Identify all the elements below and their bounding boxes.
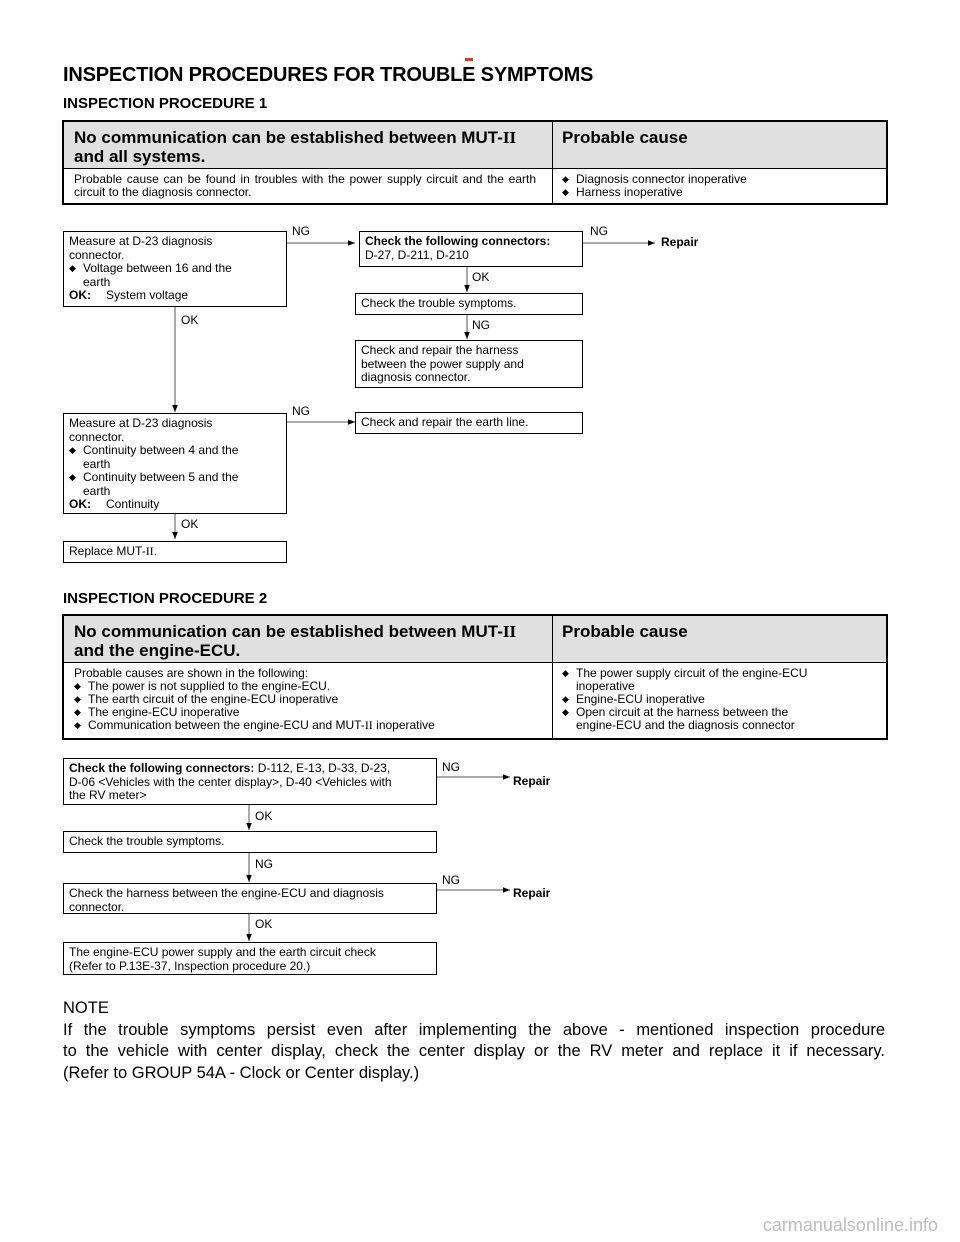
description-item: ◆ The power is not supplied to the engine-ECU.	[74, 680, 435, 693]
ok-label: OK	[472, 270, 490, 284]
description-item: ◆ The engine-ECU inoperative	[74, 706, 435, 719]
ecu-check-box: The engine-ECU power supply and the earth circuit check (Refer to P.13E-37, Inspection procedure 20.)	[63, 942, 437, 975]
ng-label: NG	[255, 857, 273, 871]
repair-earth-box: Check and repair the earth line.	[355, 412, 583, 434]
ok-label: OK	[181, 517, 199, 531]
check-symptoms-box-2: Check the trouble symptoms.	[63, 831, 437, 853]
description-item: ◆ The earth circuit of the engine-ECU inoperative	[74, 693, 435, 706]
note-line: If the trouble symptoms persist even after implementing the above - mentioned inspection procedure	[63, 1020, 885, 1039]
measure-voltage-box: Measure at D-23 diagnosis connector. ◆ Voltage between 16 and the earth OK: System voltage	[63, 231, 287, 307]
ng-label: NG	[472, 318, 490, 332]
check-connectors-box: Check the following connectors: D-27, D-211, D-210	[359, 231, 583, 267]
ng-label: NG	[442, 760, 460, 774]
check-symptoms-box: Check the trouble symptoms.	[355, 293, 583, 315]
watermark: carmanualsonline.info	[762, 1215, 938, 1235]
ng-label: NG	[442, 873, 460, 887]
ng-label: NG	[292, 404, 310, 418]
measure-continuity-box: Measure at D-23 diagnosis connector. ◆ Continuity between 4 and the earth ◆ Continuity between 5 and the earth OK: Continuity	[63, 413, 287, 514]
ok-label: OK	[255, 917, 273, 931]
repair-label: Repair	[513, 886, 551, 900]
repair-harness-box: Check and repair the harness between the power supply and diagnosis connector.	[355, 340, 583, 388]
check-connectors-box-2: Check the following connectors: D-112, E-13, D-33, D-23, D-06 <Vehicles with the center display>, D-40 <Vehicles with the RV meter>	[63, 758, 437, 805]
procedure-2-table	[62, 614, 888, 740]
procedure-2-symptom: No communication can be established between MUT-II and the engine-ECU.	[74, 622, 517, 660]
note-section	[63, 998, 885, 1084]
procedure-2-causes: ◆ The power supply circuit of the engine-ECU inoperative ◆ Engine-ECU inoperative ◆ Open circuit at the harness between the engine-ECU and the diagnosis connector	[562, 667, 807, 732]
procedure-1-symptom: No communication can be established between MUT-II and all systems.	[74, 128, 517, 166]
replace-mut-box: Replace MUT-II.	[63, 541, 287, 563]
procedure-2-title: INSPECTION PROCEDURE 2	[63, 590, 268, 607]
cause-item: ◆ Open circuit at the harness between the	[562, 706, 807, 719]
procedure-1-description: Probable cause can be found in troubles with the power supply circuit and the earth circuit to the diagnosis connector.	[74, 172, 536, 199]
description-item: ◆ Communication between the engine-ECU and MUT-II inoperative	[74, 719, 435, 732]
repair-label: Repair	[661, 235, 699, 249]
cause-item: ◆ Engine-ECU inoperative	[562, 693, 807, 706]
note-line: to the vehicle with center display, check the center display or the RV meter and replace it if necessary.	[63, 1042, 885, 1060]
procedure-1-title: INSPECTION PROCEDURE 1	[63, 95, 268, 112]
ng-label: NG	[292, 224, 310, 238]
cause-item: ◆ Harness inoperative	[562, 186, 747, 199]
note-line: (Refer to GROUP 54A - Clock or Center display.)	[63, 1063, 420, 1082]
repair-label: Repair	[513, 774, 551, 788]
procedure-1-probable-header: Probable cause	[562, 128, 688, 147]
procedure-2-description: Probable causes are shown in the following: ◆ The power is not supplied to the engine-ECU. ◆ The earth circuit of the engine-ECU inoperative ◆ The engine-ECU inoperative ◆ Communication between the engine-ECU and MUT-II inoperative	[74, 667, 435, 732]
note-heading: NOTE	[63, 999, 109, 1017]
ok-label: OK	[255, 809, 273, 823]
ng-label: NG	[590, 224, 608, 238]
cause-item: ◆ The power supply circuit of the engine-ECU	[562, 667, 807, 680]
check-harness-box: Check the harness between the engine-ECU and diagnosis connector.	[63, 883, 437, 914]
cause-item: ◆ Diagnosis connector inoperative	[562, 173, 747, 186]
ok-label: OK	[181, 313, 199, 327]
procedure-2-probable-header: Probable cause	[562, 622, 688, 641]
page-title: INSPECTION PROCEDURES FOR TROUBLE SYMPTOMS	[63, 64, 594, 86]
